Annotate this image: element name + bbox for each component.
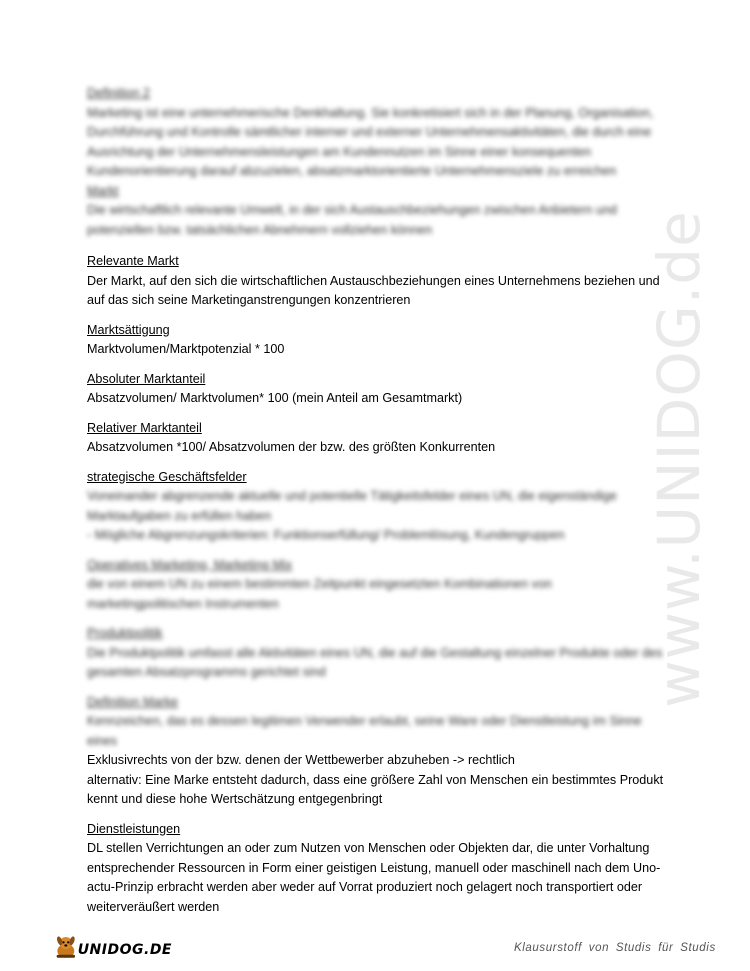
section-heading: Produktpolitik bbox=[87, 626, 163, 640]
section-dienstleistungen bbox=[87, 820, 667, 918]
dog-mascot-icon bbox=[52, 930, 80, 964]
section-body: Absatzvolumen/ Marktvolumen* 100 (mein Anteil am Gesamtmarkt) bbox=[87, 391, 463, 405]
section-body-2: - Mögliche Abgrenzungskriterien: Funktionserfüllung/ Problemlösung, Kundengruppen bbox=[87, 528, 565, 542]
section-definition-2 bbox=[87, 84, 667, 182]
section-heading: Relativer Marktanteil bbox=[87, 420, 202, 435]
section-strategische-geschaeftsfelder bbox=[87, 468, 667, 546]
watermark-text: www.UNIDOG.de bbox=[645, 210, 713, 708]
section-heading: Dienstleistungen bbox=[87, 821, 181, 836]
section-heading: Marktsättigung bbox=[87, 322, 170, 337]
section-heading: Relevante Markt bbox=[87, 254, 179, 268]
section-heading: Markt bbox=[87, 183, 119, 198]
section-heading: Definition Marke bbox=[87, 694, 178, 709]
section-body: Absatzvolumen *100/ Absatzvolumen der bzw. des größten Konkurrenten bbox=[87, 440, 496, 454]
section-body: DL stellen Verrichtungen an oder zum Nutzen von Menschen oder Objekten dar, die unter Vorhaltung entsprechender Ressourcen in Form einer geistigen Leistung, manuell oder maschinell nach dem Uno-actu-Prinzip erbracht werden aber weder auf Vorrat produziert noch gelagert noch transportiert oder weiterveräußert werden bbox=[87, 841, 661, 914]
section-blurred-part bbox=[87, 693, 667, 752]
section-body: Exklusivrechts von der bzw. denen der Wettbewerber abzuheben -> rechtlich bbox=[87, 753, 515, 767]
section-heading: Absoluter Marktanteil bbox=[87, 371, 206, 386]
section-heading: strategische Geschäftsfelder bbox=[87, 469, 247, 484]
logo-text: UNIDOG.DE bbox=[77, 942, 172, 958]
section-body-blurred: Kennzeichen, das es dessen legitimen Verwender erlaubt, seine Ware oder Dienstleistung im Sinne eines bbox=[87, 714, 642, 748]
section-marktsaettigung bbox=[87, 321, 667, 360]
section-heading: Definition 2 bbox=[87, 86, 151, 100]
footer-tagline: Klausurstoff von Studis für Studis bbox=[514, 942, 716, 954]
section-body: Die Produktpolitik umfasst alle Aktivitäten eines UN, die auf die Gestaltung einzelner Produkte oder des gesamten Absatzprogramms gerichtet sind bbox=[87, 645, 663, 679]
document-content bbox=[87, 84, 667, 927]
section-relativer-marktanteil bbox=[87, 419, 667, 458]
section-operatives-marketing bbox=[87, 556, 667, 615]
section-body: Marktvolumen/Marktpotenzial * 100 bbox=[87, 342, 285, 356]
section-body: Die wirtschaftlich relevante Umwelt, in der sich Austauschbeziehungen zwischen Anbietern und potenziellen bzw. tatsächlichen Abnehmern vollziehen können bbox=[87, 203, 617, 237]
section-absoluter-marktanteil bbox=[87, 370, 667, 409]
section-body-2: alternativ: Eine Marke entsteht dadurch, dass eine größere Zahl von Menschen ein bestimmtes Produkt kennt und diese hohe Wertschätzung entgegenbringt bbox=[87, 772, 664, 806]
section-body: Der Markt, auf den sich die wirtschaftlichen Austauschbeziehungen eines Unternehmens beziehen und auf das sich seine Marketinganstrengungen konzentrieren bbox=[87, 273, 660, 307]
section-markt bbox=[87, 182, 667, 241]
section-definition-marke bbox=[87, 693, 667, 810]
section-body: Voneinander abgrenzende aktuelle und potentielle Tätigkeitsfelder eines UN, die eigenständige Marktaufgaben zu erfüllen haben bbox=[87, 489, 617, 523]
section-produktpolitik bbox=[87, 624, 667, 683]
section-body-blurred bbox=[87, 487, 667, 546]
unidog-logo bbox=[52, 924, 172, 964]
section-body: Marketing ist eine unternehmerische Denkhaltung. Sie konkretisiert sich in der Planung, Organisation, Durchführung und Kontrolle sämtlicher interner und externer Unternehmensaktivitäten, die durch eine Ausrichtung der Unternehmensleistungen am Kundennutzen im Sinne einer konsequenten Kundenorientierung darauf abzuzielen, absatzmarktorientierte Unternehmensziele zu erreichen bbox=[87, 105, 654, 178]
section-heading: Operatives Marketing, Marketing Mix bbox=[87, 557, 293, 572]
section-body: die von einem UN zu einem bestimmten Zeitpunkt eingesetzten Kombinationen von marketingpolitischen Instrumenten bbox=[87, 577, 552, 611]
section-relevante-markt bbox=[87, 252, 667, 311]
